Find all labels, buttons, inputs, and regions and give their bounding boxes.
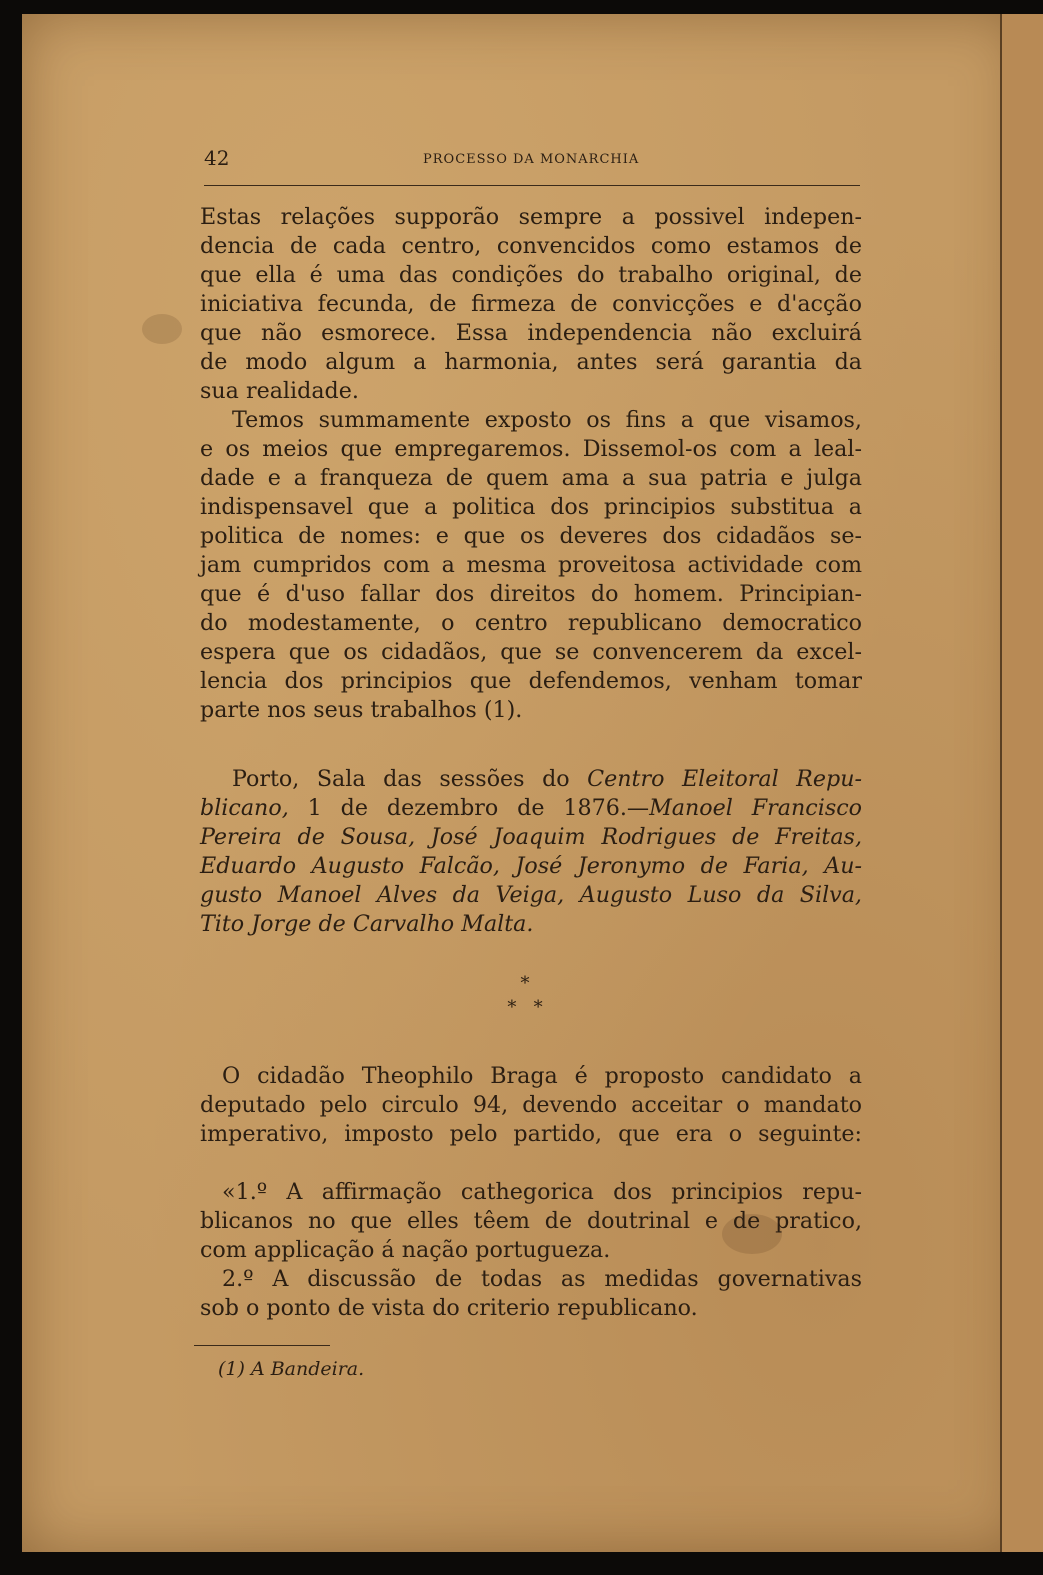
text-line: do modestamente, o centro republicano democratico (200, 610, 862, 636)
paper-stain (142, 314, 182, 344)
asterism-bottom: * * (507, 997, 543, 1018)
text-line: indispensavel que a politica dos principios substitua a (200, 494, 862, 520)
signature-name: Manoel Francisco (649, 795, 862, 821)
text-line: deputado pelo circulo 94, devendo acceitar o mandato (200, 1092, 862, 1118)
signature-date: 1 de dezembro de 1876.— (288, 795, 650, 821)
signature-line (200, 765, 862, 794)
text-line: que ella é uma das condições do trabalho original, de (200, 262, 862, 288)
header-rule (204, 185, 860, 186)
paragraph-2 (200, 406, 862, 725)
running-title: PROCESSO DA MONARCHIA (423, 152, 640, 167)
text-line: e os meios que empregaremos. Dissemol-os com a leal- (200, 436, 862, 462)
page-number: 42 (204, 146, 230, 170)
paragraph-5 (200, 1265, 862, 1323)
signature-names: gusto Manoel Alves da Veiga, Augusto Luso da Silva, (200, 882, 862, 908)
paragraph-1 (200, 203, 862, 406)
text-line: com applicação á nação portugueza. (200, 1237, 611, 1263)
paragraph-3 (200, 1062, 862, 1149)
text-line: que é d'uso fallar dos direitos do homem. Principian- (200, 581, 862, 607)
page-header (204, 146, 864, 176)
text-line: dade e a franqueza de quem ama a sua patria e julga (200, 465, 862, 491)
text-line: jam cumpridos com a mesma proveitosa actividade com (200, 552, 862, 578)
text-line: 2.º A discussão de todas as medidas governativas (222, 1266, 862, 1292)
text-line: politica de nomes: e que os deveres dos cidadãos se- (200, 523, 862, 549)
signature-names: Tito Jorge de Carvalho Malta. (200, 911, 534, 937)
signature-block (200, 765, 862, 939)
text-line: Estas relações supporão sempre a possivel indepen- (200, 204, 862, 230)
text-line: espera que os cidadãos, que se convencerem da excel- (200, 639, 862, 665)
asterism-top: * (520, 973, 530, 994)
text-line: sua realidade. (200, 378, 359, 404)
text-line: iniciativa fecunda, de firmeza de convicções e d'acção (200, 291, 862, 317)
paragraph-4 (200, 1178, 862, 1265)
text-line: parte nos seus trabalhos (1). (200, 697, 523, 723)
footnote: (1) A Bandeira. (218, 1358, 365, 1380)
signature-place: Porto, Sala das sessões do (232, 766, 588, 792)
text-line: de modo algum a harmonia, antes será garantia da (200, 349, 862, 375)
signature-names: Pereira de Sousa, José Joaquim Rodrigues de Freitas, (200, 824, 862, 850)
signature-centre-name-cont: blicano, (200, 795, 289, 821)
signature-centre-name: Centro Eleitoral Repu- (587, 766, 862, 792)
text-line: Temos summamente exposto os fins a que visamos, (232, 407, 862, 433)
adjacent-page-edge (1000, 14, 1043, 1552)
text-line: sob o ponto de vista do criterio republicano. (200, 1295, 698, 1321)
signature-names: Eduardo Augusto Falcão, José Jeronymo de Faria, Au- (200, 853, 862, 879)
asterism (480, 972, 570, 1022)
text-line: que não esmorece. Essa independencia não excluirá (200, 320, 862, 346)
text-line: imperativo, imposto pelo partido, que era o seguinte: (200, 1121, 862, 1147)
footnote-rule (194, 1345, 330, 1346)
text-line: dencia de cada centro, convencidos como estamos de (200, 233, 862, 259)
text-line: O cidadão Theophilo Braga é proposto candidato a (222, 1063, 862, 1089)
text-line: «1.º A affirmação cathegorica dos principios repu- (222, 1179, 862, 1205)
text-line: lencia dos principios que defendemos, venham tomar (200, 668, 862, 694)
signature-line (200, 794, 862, 823)
text-line: blicanos no que elles têem de doutrinal e de pratico, (200, 1208, 862, 1234)
